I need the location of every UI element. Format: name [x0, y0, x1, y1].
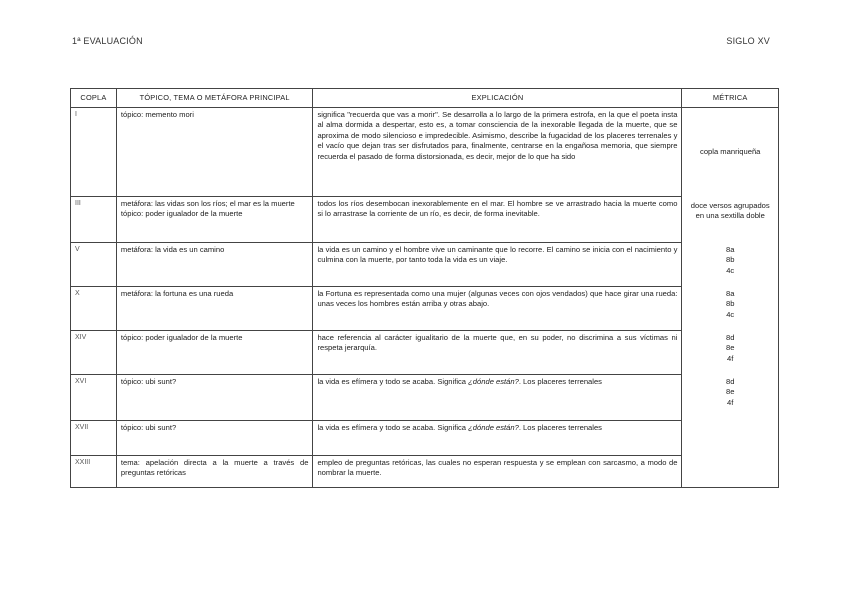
topico-cell: tema: apelación directa a la muerte a través de preguntas retóricas: [116, 456, 313, 488]
topico-cell: tópico: ubi sunt?: [116, 375, 313, 421]
metrica-line: 8b: [726, 299, 735, 308]
metrica-sextilla: doce versos agrupados en una sextilla doble: [690, 200, 770, 220]
explicacion-cell: [313, 421, 682, 456]
topico-cell: metáfora: la fortuna es una rueda: [116, 287, 313, 331]
col-header-copla: COPLA: [71, 89, 117, 108]
explicacion-emphasis: ¿dónde están?: [468, 423, 519, 432]
table-row: [71, 375, 779, 421]
table-row: [71, 331, 779, 375]
copla-number: XVII: [71, 421, 117, 456]
explicacion-cell: [313, 375, 682, 421]
metrica-cell: [682, 456, 779, 488]
metrica-line: 8a: [726, 288, 735, 298]
copla-number: III: [71, 197, 117, 243]
metrica-line: 4f: [727, 353, 734, 363]
topico-cell: tópico: poder igualador de la muerte: [116, 331, 313, 375]
copla-number: V: [71, 243, 117, 287]
header-left: 1ª EVALUACIÓN: [72, 36, 143, 46]
metrica-cell: [682, 331, 779, 375]
metrica-cell: [682, 243, 779, 287]
explicacion-cell: significa "recuerda que vas a morir". Se desarrolla a lo largo de la primera estrofa, en la que el poeta insta al alma dormida a despertar, esto es, a tomar consciencia de la inexorable llegada de la muerte, que se aproxima de modo silencioso e impredecible. Asimismo, describe la fugacidad de los placeres terrenales y el vacío que dejan tras ser disfrutados para, finalmente, centrarse en la engañosa memoria, que siempre recuerda el pasado de forma distorsionada, es decir, mejor de lo que ha sido: [313, 108, 682, 197]
metrica-cell: [682, 287, 779, 331]
table-row: [71, 197, 779, 243]
metrica-line: 4c: [726, 265, 735, 275]
metrica-cell: [682, 421, 779, 456]
explicacion-text: . Los placeres terrenales: [518, 423, 602, 432]
table-row: [71, 421, 779, 456]
explicacion-text: la vida es efímera y todo se acaba. Significa: [317, 377, 469, 386]
copla-number: X: [71, 287, 117, 331]
explicacion-cell: empleo de preguntas retóricas, las cuales no esperan respuesta y se emplean con sarcasmo, a modo de nombrar la muerte.: [313, 456, 682, 488]
topico-line: tópico: poder igualador de la muerte: [120, 209, 243, 219]
topico-cell: tópico: memento mori: [116, 108, 313, 197]
explicacion-cell: todos los ríos desembocan inexorablemente en el mar. El hombre se ve arrastrado hacia la muerte como si lo arrastrase la corriente de un río, es decir, de forma inevitable.: [313, 197, 682, 243]
col-header-explicacion: EXPLICACIÓN: [313, 89, 682, 108]
col-header-metrica: MÉTRICA: [682, 89, 779, 108]
explicacion-cell: hace referencia al carácter igualitario de la muerte que, en su poder, no discrimina a sus víctimas ni respeta jerarquía.: [313, 331, 682, 375]
metrica-line: 8d: [726, 376, 735, 386]
coplas-table: [70, 88, 779, 488]
metrica-line: 8a: [726, 244, 735, 254]
topico-cell: metáfora: la vida es un camino: [116, 243, 313, 287]
metrica-line: 8e: [726, 343, 735, 352]
metrica-cell: [682, 108, 779, 197]
metrica-line: 4f: [727, 397, 734, 407]
metrica-line: 8b: [726, 255, 735, 264]
topico-line: metáfora: las vidas son los ríos; el mar es la muerte: [120, 199, 295, 208]
table-row: [71, 287, 779, 331]
metrica-line: 8e: [726, 387, 735, 396]
header-right: SIGLO XV: [726, 36, 770, 46]
copla-number: XVI: [71, 375, 117, 421]
metrica-copla-manriquena: copla manriqueña: [700, 147, 761, 157]
metrica-cell: [682, 197, 779, 243]
explicacion-cell: la vida es un camino y el hombre vive un caminante que lo recorre. El camino se inicia con el nacimiento y culmina con la muerte, por tanto toda la vida es un viaje.: [313, 243, 682, 287]
copla-number: XXIII: [71, 456, 117, 488]
topico-cell: [116, 197, 313, 243]
copla-number: XIV: [71, 331, 117, 375]
metrica-line: 4c: [726, 309, 735, 319]
metrica-cell: [682, 375, 779, 421]
explicacion-text: la vida es efímera y todo se acaba. Significa: [317, 423, 469, 432]
col-header-topico: TÓPICO, TEMA O METÁFORA PRINCIPAL: [116, 89, 313, 108]
topico-cell: tópico: ubi sunt?: [116, 421, 313, 456]
explicacion-text: . Los placeres terrenales: [518, 377, 602, 386]
explicacion-cell: la Fortuna es representada como una mujer (algunas veces con ojos vendados) que hace girar una rueda: unas veces los hombres están arriba y otras abajo.: [313, 287, 682, 331]
copla-number: I: [71, 108, 117, 197]
metrica-line: 8d: [726, 332, 735, 342]
table-row: [71, 456, 779, 488]
table-row: [71, 243, 779, 287]
table-header-row: [71, 89, 779, 108]
table-row: [71, 108, 779, 197]
explicacion-emphasis: ¿dónde están?: [468, 377, 519, 386]
